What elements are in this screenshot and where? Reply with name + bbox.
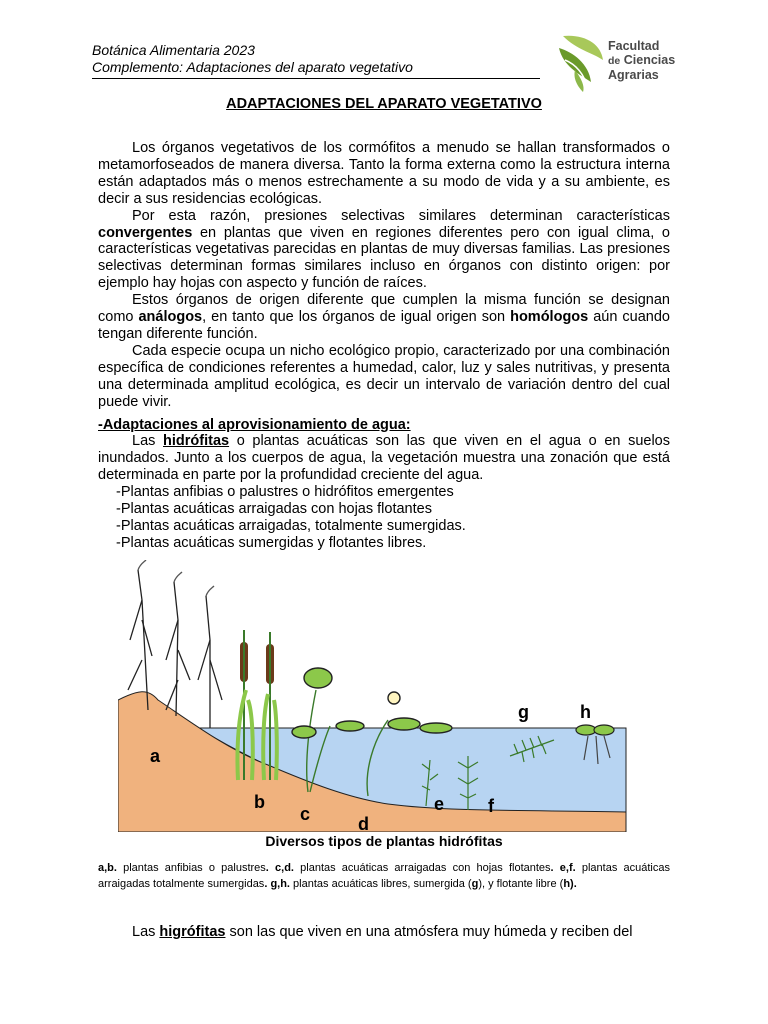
list-item: -Plantas acuáticas arraigadas, totalmente sumergidas. <box>116 517 466 534</box>
term-convergentes: convergentes <box>98 224 193 241</box>
header-course: Botánica Alimentaria 2023 <box>92 42 255 58</box>
term-analogos: análogos <box>138 309 203 326</box>
paragraph-4: Cada especie ocupa un nicho ecológico propio, caracterizado por una combinación específica de condiciones referentes a humedad, calor, luz y sales nutritivas, y presenta una determinada amplitud ecológica, es decir un intervalo de variación dentro del cual puede vivir. <box>98 342 670 410</box>
paragraph-2: Por esta razón, presiones selectivas similares determinan características convergentes en plantas que viven en regiones diferentes pero con igual clima, o características vegetativas parecidas en plantas de muy diversas familias. Las presiones selectivas determinan formas similares incluso en órganos con distinto origen: por ejemplo hay hojas con aspecto y función de raíces. <box>98 207 670 292</box>
label-g: g <box>518 702 529 722</box>
document-header <box>92 42 540 79</box>
paragraph-3: Estos órganos de origen diferente que cumplen la misma función se designan como análogos, en tanto que los órganos de igual origen son homólogos aún cuando tengan diferente función. <box>98 292 670 342</box>
leaf-logo-icon <box>555 30 611 94</box>
list-item: -Plantas anfibias o palustres o hidrófitos emergentes <box>116 484 454 501</box>
paragraph-5: Las hidrófitas o plantas acuáticas son las que viven en el agua o en suelos inundados. Junto a los cuerpos de agua, la vegetación muestra una zonación que está determinada en parte por la profundidad creciente del agua. <box>98 433 670 484</box>
term-higrofitas: higrófitas <box>159 924 226 940</box>
paragraph-higrofitas: Las higrófitas son las que viven en una atmósfera muy húmeda y reciben del <box>132 924 633 940</box>
section-heading: -Adaptaciones al aprovisionamiento de agua: <box>98 416 411 433</box>
plant-type-list <box>98 484 670 552</box>
faculty-logo <box>555 30 685 94</box>
body-text <box>98 140 670 552</box>
hydrophyte-illustration <box>118 560 630 832</box>
figure-caption: a,b. plantas anfibias o palustres. c,d. plantas acuáticas arraigadas con hojas flotantes. e,f. plantas acuáticas arraigadas totalmente sumergidas. g,h. plantas acuáticas libres, sumergida (g), y flotante libre (h). <box>98 862 670 890</box>
label-d: d <box>358 814 369 832</box>
page-title: ADAPTACIONES DEL APARATO VEGETATIVO <box>226 96 542 112</box>
logo-text <box>608 39 675 82</box>
figure-caption-title: Diversos tipos de plantas hidrófitas <box>265 833 503 849</box>
header-subtitle: Complemento: Adaptaciones del aparato vegetativo <box>92 59 413 75</box>
logo-line-2: de Ciencias <box>608 53 676 67</box>
label-c: c <box>300 804 311 824</box>
list-item: -Plantas acuáticas arraigadas con hojas flotantes <box>116 501 432 518</box>
label-a: a <box>150 746 161 766</box>
label-e: e <box>434 794 445 814</box>
term-homologos: homólogos <box>510 309 589 326</box>
paragraph-1: Los órganos vegetativos de los cormófitos a menudo se hallan transformados o metamorfoseados de manera diversa. Tanto la forma externa como la estructura interna están adaptados más o menos estrechamente a su modo de vida y a su ambiente, es decir a sus residencias ecológicas. <box>98 140 670 207</box>
label-b: b <box>254 792 265 812</box>
label-h: h <box>580 702 591 722</box>
logo-line-1: Facultad <box>608 39 660 53</box>
list-item: -Plantas acuáticas sumergidas y flotantes libres. <box>116 534 427 551</box>
label-f: f <box>488 796 494 816</box>
logo-line-3: Agrarias <box>608 68 659 82</box>
term-hidrofitas: hidrófitas <box>163 433 230 450</box>
